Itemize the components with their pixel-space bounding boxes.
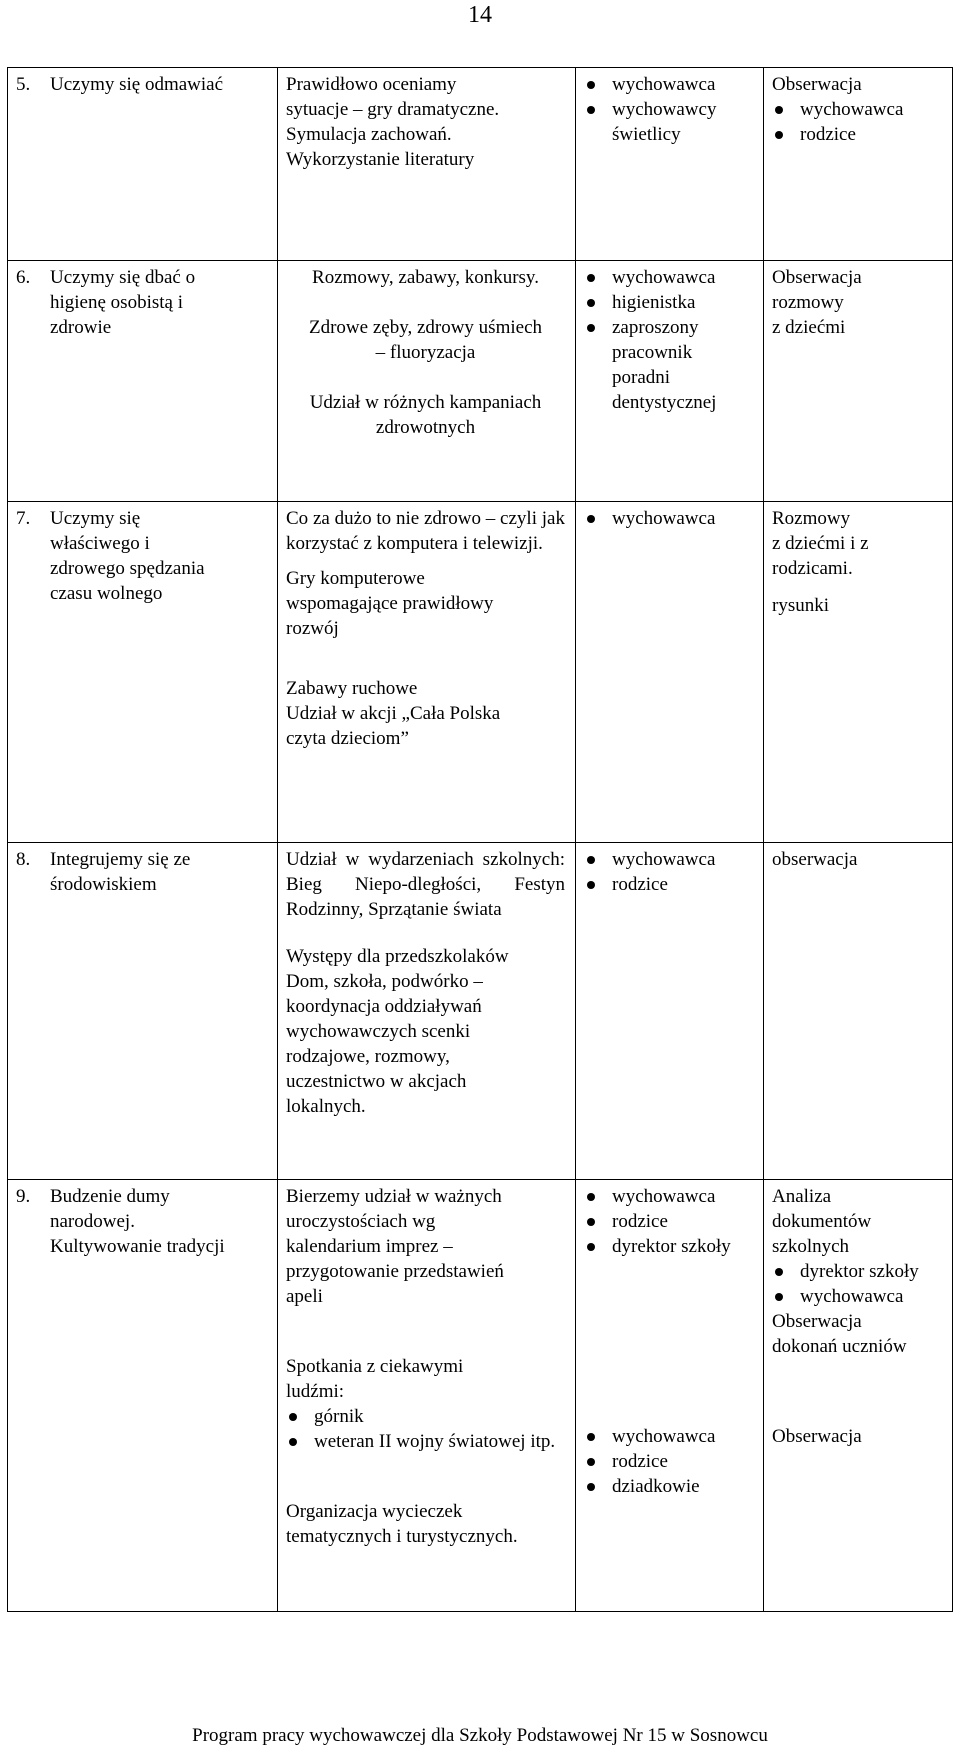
evaluation-line: rysunki [772, 595, 829, 616]
list-item: higienistka [584, 290, 753, 315]
table-row [8, 1180, 953, 1612]
list-item: wychowawca [584, 72, 753, 97]
forms-line: Zabawy ruchowe [286, 678, 418, 699]
page-number: 14 [468, 2, 492, 28]
list-item: wychowawca [584, 506, 753, 531]
forms-paragraph: Co za dużo to nie zdrowo – czyli jak korzystać z komputera i telewizji. [286, 508, 565, 554]
list-item: dyrektor szkoły [772, 1259, 942, 1284]
list-item: wychowawca [772, 1284, 942, 1309]
forms-cell [278, 68, 576, 261]
evaluation-line: dokumentów [772, 1211, 872, 1232]
goal-cell [8, 502, 278, 843]
forms-line: Prawidłowo oceniamy [286, 74, 457, 95]
goal-text: higienę osobistą i [50, 292, 183, 313]
evaluation-cell [764, 1180, 953, 1612]
bullet-icon [775, 1268, 783, 1276]
evaluation-line: szkolnych [772, 1236, 850, 1257]
goal-cell [8, 68, 278, 261]
forms-line: ludźmi: [286, 1381, 345, 1402]
forms-line: Gry komputerowe [286, 568, 425, 589]
forms-cell [278, 843, 576, 1180]
forms-line: uczestnictwo w akcjach [286, 1071, 467, 1092]
forms-line: Udział w akcji „Cała Polska [286, 703, 501, 724]
evaluation-cell [764, 68, 953, 261]
forms-line: Spotkania z ciekawymi [286, 1356, 464, 1377]
goal-text: Uczymy się dbać o [50, 267, 196, 288]
forms-paragraph: Udział w wydarzeniach szkolnych: Bieg Niepo-dległości, Festyn Rodzinny, Sprzątanie świata [286, 849, 565, 920]
bullet-icon [587, 1458, 595, 1466]
bullet-icon [775, 131, 783, 139]
forms-line: Symulacja zachowań. [286, 124, 452, 145]
evaluation-line: dokonań uczniów [772, 1336, 907, 1357]
list-item: wychowawca [584, 1184, 753, 1209]
evaluation-line: z dziećmi [772, 317, 846, 338]
forms-line: wychowawczych scenki [286, 1021, 471, 1042]
row-number: 9. [16, 1186, 31, 1207]
list-item: rodzice [772, 122, 942, 147]
bullet-icon [587, 274, 595, 282]
forms-cell [278, 1180, 576, 1612]
row-number: 5. [16, 74, 31, 95]
goal-text: Kultywowanie tradycji [50, 1236, 225, 1257]
responsible-cell [576, 843, 764, 1180]
page-footer: Program pracy wychowawczej dla Szkoły Podstawowej Nr 15 w Sosnowcu [192, 1725, 768, 1746]
forms-line: przygotowanie przedstawień [286, 1261, 504, 1282]
forms-line: Dom, szkoła, podwórko – [286, 971, 483, 992]
row-number: 8. [16, 849, 31, 870]
goal-cell [8, 261, 278, 502]
bullet-icon [587, 81, 595, 89]
responsible-cell [576, 502, 764, 843]
bullet-icon [587, 1433, 595, 1441]
bullet-icon [587, 1483, 595, 1491]
forms-line: Wykorzystanie literatury [286, 149, 475, 170]
forms-line: rozwój [286, 618, 339, 639]
goal-text: zdrowie [50, 317, 112, 338]
forms-line: apeli [286, 1286, 323, 1307]
table-row [8, 261, 953, 502]
table-row [8, 68, 953, 261]
list-item: wychowawca [584, 1424, 753, 1449]
responsible-cell [576, 261, 764, 502]
education-plan-table [7, 67, 953, 1612]
list-item: rodzice [584, 1209, 753, 1234]
responsible-cell [576, 1180, 764, 1612]
row-number: 7. [16, 508, 31, 529]
forms-cell [278, 502, 576, 843]
evaluation-line: Obserwacja [772, 1311, 862, 1332]
bullet-icon [587, 324, 595, 332]
goal-text: Budzenie dumy [50, 1186, 170, 1207]
goal-text: narodowej. [50, 1211, 135, 1232]
list-item: dyrektor szkoły [584, 1234, 753, 1259]
responsible-cell [576, 68, 764, 261]
evaluation-cell [764, 261, 953, 502]
list-item: wychowawca [772, 97, 942, 122]
bullet-icon [587, 299, 595, 307]
table-row [8, 502, 953, 843]
forms-line: tematycznych i turystycznych. [286, 1526, 518, 1547]
goal-text: Uczymy się odmawiać [50, 74, 224, 95]
goal-text: Integrujemy się ze [50, 849, 191, 870]
evaluation-line: z dziećmi i z [772, 533, 869, 554]
forms-line: Zdrowe zęby, zdrowy uśmiech [308, 317, 543, 338]
list-item: rodzice [584, 1449, 753, 1474]
evaluation-line: obserwacja [772, 849, 858, 870]
goal-text: zdrowego spędzania [50, 558, 205, 579]
goal-cell [8, 1180, 278, 1612]
list-item: weteran II wojny światowej itp. [286, 1429, 565, 1454]
forms-line: uroczystościach wg [286, 1211, 436, 1232]
evaluation-line: Rozmowy [772, 508, 851, 529]
bullet-icon [587, 1218, 595, 1226]
bullet-icon [587, 106, 595, 114]
forms-line: lokalnych. [286, 1096, 366, 1117]
evaluation-line: Obserwacja [772, 267, 862, 288]
evaluation-line: rozmowy [772, 292, 844, 313]
bullet-icon [587, 1243, 595, 1251]
row-number: 6. [16, 267, 31, 288]
bullet-icon [289, 1438, 297, 1446]
forms-line: wspomagające prawidłowy [286, 593, 494, 614]
evaluation-heading: Obserwacja [772, 74, 862, 95]
forms-line: Występy dla przedszkolaków [286, 946, 509, 967]
forms-cell [278, 261, 576, 502]
evaluation-cell [764, 502, 953, 843]
evaluation-line: Analiza [772, 1186, 832, 1207]
forms-line: Rozmowy, zabawy, konkursy. [312, 267, 539, 288]
bullet-icon [587, 515, 595, 523]
list-item: dziadkowie [584, 1474, 753, 1499]
table-row [8, 843, 953, 1180]
goal-text: środowiskiem [50, 874, 157, 895]
list-item: rodzice [584, 872, 753, 897]
forms-line: koordynacja oddziaływań [286, 996, 482, 1017]
goal-text: właściwego i [50, 533, 150, 554]
list-item: wychowawcy świetlicy [584, 97, 753, 147]
goal-text: czasu wolnego [50, 583, 163, 604]
goal-text: Uczymy się [50, 508, 141, 529]
bullet-icon [587, 881, 595, 889]
list-item: wychowawca [584, 847, 753, 872]
list-item: górnik [286, 1404, 565, 1429]
forms-line: – fluoryzacja [375, 342, 476, 363]
forms-line: Bierzemy udział w ważnych [286, 1186, 502, 1207]
evaluation-line: Obserwacja [772, 1426, 862, 1447]
forms-line: kalendarium imprez – [286, 1236, 453, 1257]
bullet-icon [289, 1413, 297, 1421]
bullet-icon [587, 1193, 595, 1201]
forms-line: Organizacja wycieczek [286, 1501, 463, 1522]
forms-line: czyta dzieciom” [286, 728, 409, 749]
evaluation-cell [764, 843, 953, 1180]
list-item: zaproszony pracownik poradni dentystycznej [584, 315, 753, 415]
forms-line: rodzajowe, rozmowy, [286, 1046, 450, 1067]
bullet-icon [587, 856, 595, 864]
bullet-icon [775, 106, 783, 114]
forms-line: Udział w różnych kampaniach [309, 392, 542, 413]
goal-cell [8, 843, 278, 1180]
list-item: wychowawca [584, 265, 753, 290]
bullet-icon [775, 1293, 783, 1301]
forms-line: zdrowotnych [375, 417, 476, 438]
evaluation-line: rodzicami. [772, 558, 853, 579]
forms-line: sytuacje – gry dramatyczne. [286, 99, 500, 120]
